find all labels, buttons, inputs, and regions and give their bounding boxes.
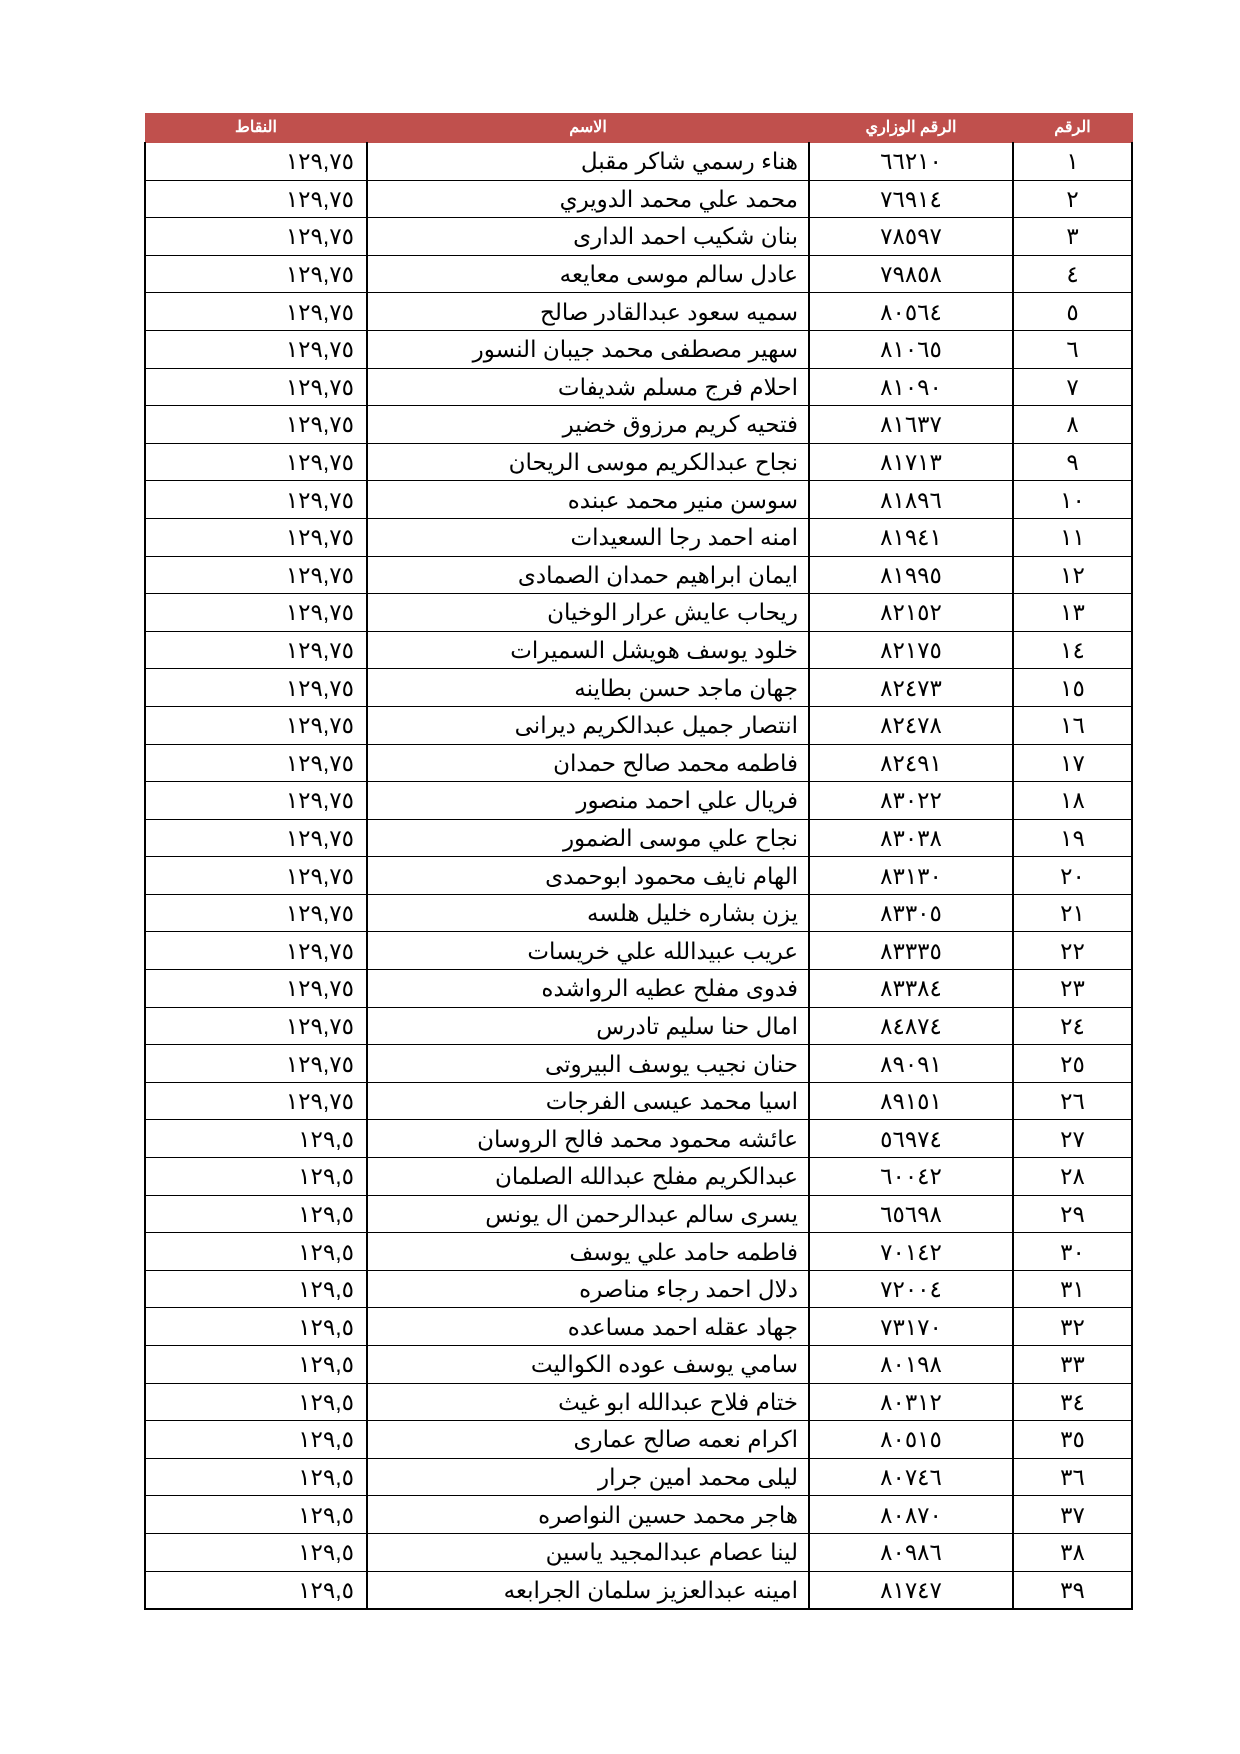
name-cell: فتحيه كريم مرزوق خضير [367,406,809,444]
row-number-cell: ١٧ [1013,744,1132,782]
ministry-number-cell: ٨٠١٩٨ [809,1346,1013,1384]
table-row [145,443,1132,481]
results-table [144,113,1133,1610]
row-number-cell: ٣٦ [1013,1458,1132,1496]
table-row [145,1120,1132,1158]
row-number-cell: ٦ [1013,330,1132,368]
row-number-cell: ١٣ [1013,594,1132,632]
name-cell: سميه سعود عبدالقادر صالح [367,293,809,331]
ministry-number-cell: ٨٣٠٣٨ [809,819,1013,857]
points-cell: ١٢٩,٧٥ [145,218,367,256]
ministry-number-cell: ٨٣٣٣٥ [809,932,1013,970]
points-cell: ١٢٩,٥ [145,1346,367,1384]
points-cell: ١٢٩,٥ [145,1270,367,1308]
table-row [145,406,1132,444]
table-row [145,218,1132,256]
points-cell: ١٢٩,٧٥ [145,932,367,970]
table-row [145,669,1132,707]
row-number-cell: ١٨ [1013,782,1132,820]
table-row [145,1082,1132,1120]
name-cell: نجاح علي موسى الضمور [367,819,809,857]
name-cell: فاطمه حامد علي يوسف [367,1233,809,1271]
name-cell: فدوى مفلح عطيه الرواشده [367,970,809,1008]
points-cell: ١٢٩,٧٥ [145,518,367,556]
ministry-number-cell: ٧٢٠٠٤ [809,1270,1013,1308]
ministry-number-cell: ٧٣١٧٠ [809,1308,1013,1346]
points-cell: ١٢٩,٧٥ [145,819,367,857]
table-row [145,330,1132,368]
name-cell: عريب عبيدالله علي خريسات [367,932,809,970]
name-cell: يسرى سالم عبدالرحمن ال يونس [367,1195,809,1233]
table-row [145,481,1132,519]
header-row [145,114,1132,143]
points-cell: ١٢٩,٧٥ [145,443,367,481]
table-row [145,1195,1132,1233]
ministry-number-cell: ٨٣٣٨٤ [809,970,1013,1008]
table-row [145,1233,1132,1271]
table-row [145,706,1132,744]
row-number-cell: ٣٥ [1013,1421,1132,1459]
ministry-number-cell: ٨٠٩٨٦ [809,1533,1013,1571]
row-number-cell: ٢٩ [1013,1195,1132,1233]
name-cell: ايمان ابراهيم حمدان الصمادى [367,556,809,594]
name-cell: جهان ماجد حسن بطاينه [367,669,809,707]
name-cell: عادل سالم موسى معايعه [367,255,809,293]
ministry-number-cell: ٨٢١٧٥ [809,631,1013,669]
ministry-number-cell: ٨٣٣٠٥ [809,894,1013,932]
points-cell: ١٢٩,٧٥ [145,368,367,406]
table-row [145,1571,1132,1609]
table-row [145,744,1132,782]
table-row [145,293,1132,331]
ministry-number-cell: ٨١٦٣٧ [809,406,1013,444]
name-cell: نجاح عبدالكريم موسى الريحان [367,443,809,481]
points-cell: ١٢٩,٧٥ [145,180,367,218]
ministry-number-cell: ٧٨٥٩٧ [809,218,1013,256]
table-row [145,819,1132,857]
points-cell: ١٢٩,٥ [145,1458,367,1496]
points-cell: ١٢٩,٥ [145,1421,367,1459]
name-cell: اسيا محمد عيسى الفرجات [367,1082,809,1120]
name-cell: يزن بشاره خليل هلسه [367,894,809,932]
table-row [145,894,1132,932]
name-cell: هاجر محمد حسين النواصره [367,1496,809,1534]
points-cell: ١٢٩,٥ [145,1233,367,1271]
row-number-cell: ٧ [1013,368,1132,406]
points-cell: ١٢٩,٧٥ [145,782,367,820]
name-cell: انتصار جميل عبدالكريم ديرانى [367,706,809,744]
points-cell: ١٢٩,٧٥ [145,293,367,331]
points-cell: ١٢٩,٧٥ [145,631,367,669]
points-cell: ١٢٩,٥ [145,1195,367,1233]
points-cell: ١٢٩,٧٥ [145,669,367,707]
name-cell: محمد علي محمد الدويري [367,180,809,218]
ministry-number-cell: ٨١٠٦٥ [809,330,1013,368]
table-row [145,1308,1132,1346]
ministry-number-cell: ٦٥٦٩٨ [809,1195,1013,1233]
row-number-cell: ٨ [1013,406,1132,444]
table-row [145,857,1132,895]
row-number-cell: ٣ [1013,218,1132,256]
table-row [145,255,1132,293]
name-cell: فاطمه محمد صالح حمدان [367,744,809,782]
name-cell: جهاد عقله احمد مساعده [367,1308,809,1346]
points-cell: ١٢٩,٧٥ [145,481,367,519]
ministry-number-cell: ٧٦٩١٤ [809,180,1013,218]
row-number-cell: ١٩ [1013,819,1132,857]
name-cell: عائشه محمود محمد فالح الروسان [367,1120,809,1158]
row-number-cell: ١٥ [1013,669,1132,707]
table-row [145,932,1132,970]
row-number-cell: ٢١ [1013,894,1132,932]
ministry-number-cell: ٨٢٤٧٣ [809,669,1013,707]
table-row [145,518,1132,556]
points-cell: ١٢٩,٧٥ [145,894,367,932]
table-row [145,1346,1132,1384]
table-row [145,594,1132,632]
name-cell: امينه عبدالعزيز سلمان الجرابعه [367,1571,809,1609]
ministry-number-cell: ٨٠٥١٥ [809,1421,1013,1459]
header-points: النقاط [145,114,367,143]
points-cell: ١٢٩,٧٥ [145,706,367,744]
ministry-number-cell: ٨٤٨٧٤ [809,1007,1013,1045]
points-cell: ١٢٩,٧٥ [145,330,367,368]
ministry-number-cell: ٨٠٥٦٤ [809,293,1013,331]
table-row [145,180,1132,218]
points-cell: ١٢٩,٧٥ [145,406,367,444]
name-cell: لينا عصام عبدالمجيد ياسين [367,1533,809,1571]
ministry-number-cell: ٨٣٠٢٢ [809,782,1013,820]
row-number-cell: ٤ [1013,255,1132,293]
ministry-number-cell: ٨٩٠٩١ [809,1045,1013,1083]
points-cell: ١٢٩,٧٥ [145,1082,367,1120]
header-number: الرقم [1013,114,1132,143]
name-cell: هناء رسمي شاكر مقبل [367,143,809,181]
name-cell: احلام فرج مسلم شديفات [367,368,809,406]
name-cell: خلود يوسف هويشل السميرات [367,631,809,669]
row-number-cell: ١٦ [1013,706,1132,744]
name-cell: حنان نجيب يوسف البيروتى [367,1045,809,1083]
row-number-cell: ٢٣ [1013,970,1132,1008]
points-cell: ١٢٩,٥ [145,1120,367,1158]
row-number-cell: ١٢ [1013,556,1132,594]
table-row [145,1270,1132,1308]
row-number-cell: ٥ [1013,293,1132,331]
points-cell: ١٢٩,٧٥ [145,255,367,293]
points-cell: ١٢٩,٧٥ [145,594,367,632]
table-row [145,631,1132,669]
table-header [145,114,1132,143]
row-number-cell: ٢٧ [1013,1120,1132,1158]
points-cell: ١٢٩,٧٥ [145,857,367,895]
header-ministry-number: الرقم الوزاري [809,114,1013,143]
table-row [145,368,1132,406]
table-row [145,1458,1132,1496]
ministry-number-cell: ٨٢٤٧٨ [809,706,1013,744]
ministry-number-cell: ٨١٨٩٦ [809,481,1013,519]
row-number-cell: ٢٤ [1013,1007,1132,1045]
table-row [145,970,1132,1008]
ministry-number-cell: ٨١٩٤١ [809,518,1013,556]
name-cell: عبدالكريم مفلح عبدالله الصلمان [367,1158,809,1196]
table-row [145,1383,1132,1421]
table-row [145,1533,1132,1571]
table-row [145,1496,1132,1534]
table-row [145,1158,1132,1196]
ministry-number-cell: ٨١٧١٣ [809,443,1013,481]
ministry-number-cell: ٨١٠٩٠ [809,368,1013,406]
row-number-cell: ٣٣ [1013,1346,1132,1384]
table-body [145,143,1132,1610]
row-number-cell: ١ [1013,143,1132,181]
row-number-cell: ١٠ [1013,481,1132,519]
points-cell: ١٢٩,٧٥ [145,143,367,181]
ministry-number-cell: ٧٠١٤٢ [809,1233,1013,1271]
table-row [145,556,1132,594]
points-cell: ١٢٩,٧٥ [145,744,367,782]
name-cell: سوسن منير محمد عبنده [367,481,809,519]
ministry-number-cell: ٨٠٨٧٠ [809,1496,1013,1534]
table-row [145,782,1132,820]
row-number-cell: ٢٨ [1013,1158,1132,1196]
name-cell: ريحاب عايش عرار الوخيان [367,594,809,632]
ministry-number-cell: ٦٠٠٤٢ [809,1158,1013,1196]
name-cell: الهام نايف محمود ابوحمدى [367,857,809,895]
row-number-cell: ٢٦ [1013,1082,1132,1120]
name-cell: دلال احمد رجاء مناصره [367,1270,809,1308]
name-cell: ليلى محمد امين جرار [367,1458,809,1496]
ministry-number-cell: ٨٢١٥٢ [809,594,1013,632]
name-cell: سامي يوسف عوده الكواليت [367,1346,809,1384]
row-number-cell: ٣٧ [1013,1496,1132,1534]
row-number-cell: ٣٠ [1013,1233,1132,1271]
ministry-number-cell: ٥٦٩٧٤ [809,1120,1013,1158]
row-number-cell: ٢٠ [1013,857,1132,895]
ministry-number-cell: ٨٠٧٤٦ [809,1458,1013,1496]
ministry-number-cell: ٧٩٨٥٨ [809,255,1013,293]
name-cell: اكرام نعمه صالح عمارى [367,1421,809,1459]
table-row [145,1045,1132,1083]
row-number-cell: ٣١ [1013,1270,1132,1308]
name-cell: امال حنا سليم تادرس [367,1007,809,1045]
row-number-cell: ٩ [1013,443,1132,481]
points-cell: ١٢٩,٧٥ [145,556,367,594]
row-number-cell: ١٤ [1013,631,1132,669]
ministry-number-cell: ٨٩١٥١ [809,1082,1013,1120]
ministry-number-cell: ٨١٧٤٧ [809,1571,1013,1609]
row-number-cell: ١١ [1013,518,1132,556]
ministry-number-cell: ٨٣١٣٠ [809,857,1013,895]
points-cell: ١٢٩,٥ [145,1383,367,1421]
points-cell: ١٢٩,٧٥ [145,1045,367,1083]
points-cell: ١٢٩,٧٥ [145,1007,367,1045]
name-cell: بنان شكيب احمد الدارى [367,218,809,256]
points-cell: ١٢٩,٥ [145,1571,367,1609]
name-cell: فريال علي احمد منصور [367,782,809,820]
name-cell: امنه احمد رجا السعيدات [367,518,809,556]
row-number-cell: ٢ [1013,180,1132,218]
table-row [145,1421,1132,1459]
row-number-cell: ٣٨ [1013,1533,1132,1571]
points-cell: ١٢٩,٥ [145,1308,367,1346]
ministry-number-cell: ٦٦٢١٠ [809,143,1013,181]
name-cell: سهير مصطفى محمد جيبان النسور [367,330,809,368]
table-row [145,143,1132,181]
row-number-cell: ٣٢ [1013,1308,1132,1346]
ministry-number-cell: ٨٢٤٩١ [809,744,1013,782]
points-cell: ١٢٩,٥ [145,1533,367,1571]
ministry-number-cell: ٨٠٣١٢ [809,1383,1013,1421]
points-cell: ١٢٩,٧٥ [145,970,367,1008]
table-row [145,1007,1132,1045]
name-cell: ختام فلاح عبدالله ابو غيث [367,1383,809,1421]
header-name: الاسم [367,114,809,143]
points-cell: ١٢٩,٥ [145,1496,367,1534]
row-number-cell: ٢٥ [1013,1045,1132,1083]
row-number-cell: ٣٩ [1013,1571,1132,1609]
row-number-cell: ٣٤ [1013,1383,1132,1421]
row-number-cell: ٢٢ [1013,932,1132,970]
ministry-number-cell: ٨١٩٩٥ [809,556,1013,594]
points-cell: ١٢٩,٥ [145,1158,367,1196]
